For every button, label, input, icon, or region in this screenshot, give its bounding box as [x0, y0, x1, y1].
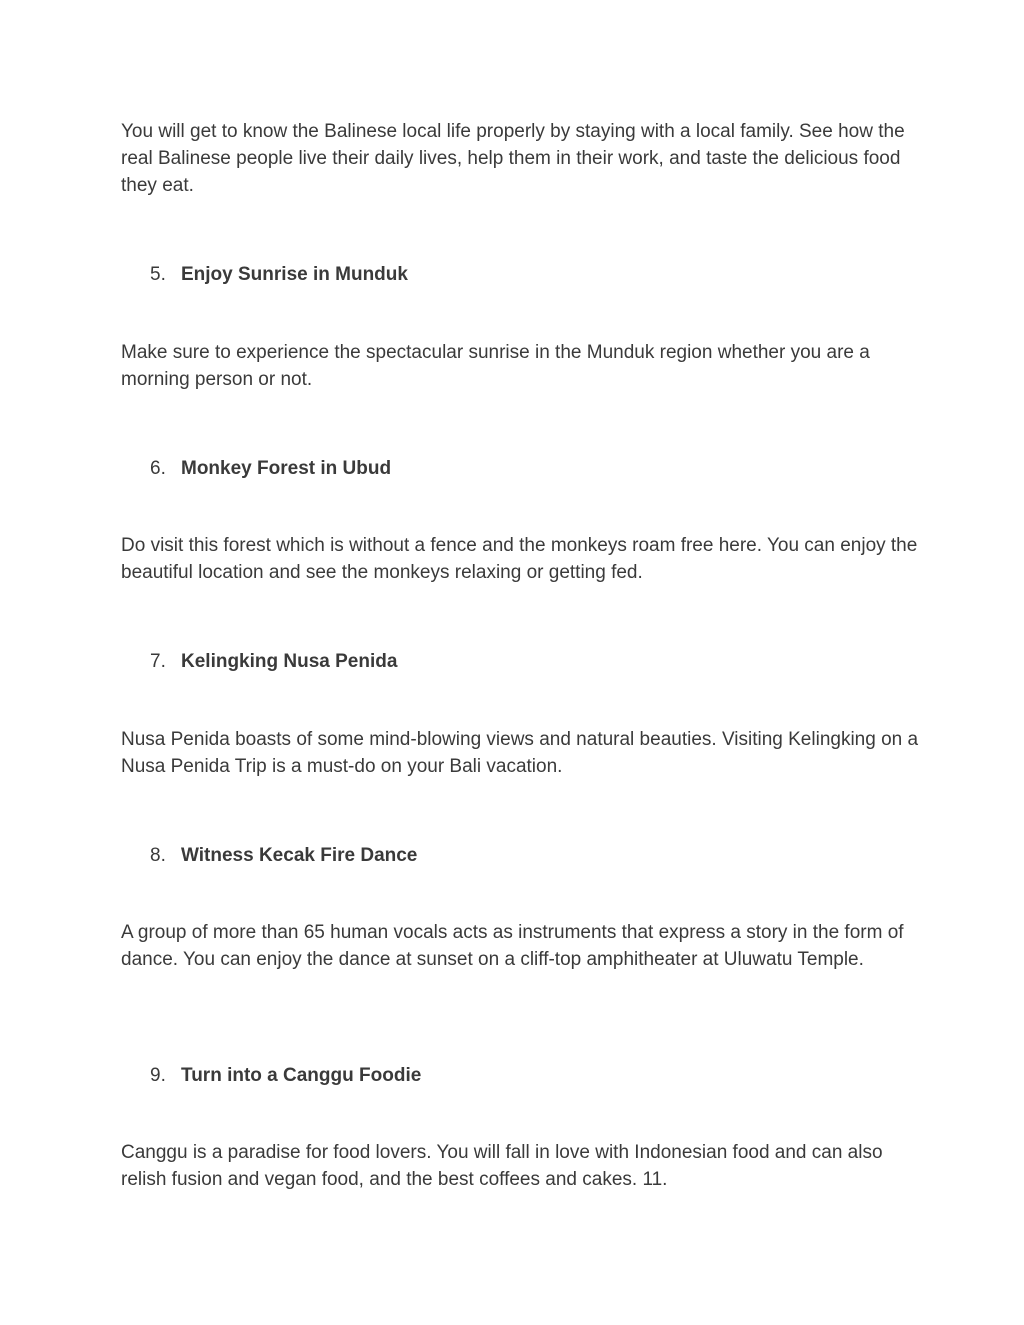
section-body-kecak: A group of more than 65 human vocals acts as instruments that express a story in the form of dance. You can enjoy the dance at sunset on a cliff-top amphitheater at Uluwatu Temple. [121, 922, 904, 970]
section-title: Kelingking Nusa Penida [181, 651, 398, 672]
section-title: Witness Kecak Fire Dance [181, 845, 418, 866]
section-heading-monkey-forest [150, 455, 391, 482]
section-number: 7. [150, 651, 166, 672]
section-heading-kelingking [150, 648, 397, 675]
section-body-monkey-forest: Do visit this forest which is without a fence and the monkeys roam free here. You can enjoy the beautiful location and see the monkeys relaxing or getting fed. [121, 535, 918, 583]
section-title: Enjoy Sunrise in Munduk [181, 264, 408, 285]
section-body-munduk: Make sure to experience the spectacular sunrise in the Munduk region whether you are a morning person or not. [121, 342, 870, 390]
section-number: 5. [150, 264, 166, 285]
section-number: 6. [150, 458, 166, 479]
section-body-canggu: Canggu is a paradise for food lovers. You will fall in love with Indonesian food and can also relish fusion and vegan food, and the best coffees and cakes. 11. [121, 1142, 883, 1190]
section-number: 9. [150, 1065, 166, 1086]
intro-paragraph: You will get to know the Balinese local life properly by staying with a local family. See how the real Balinese people live their daily lives, help them in their work, and taste the delicious food they eat. [121, 121, 905, 196]
section-title: Turn into a Canggu Foodie [181, 1065, 422, 1086]
section-heading-canggu [150, 1062, 421, 1089]
section-body-kelingking: Nusa Penida boasts of some mind-blowing views and natural beauties. Visiting Kelingking on a Nusa Penida Trip is a must-do on your Bali vacation. [121, 729, 919, 777]
section-number: 8. [150, 845, 166, 866]
section-title: Monkey Forest in Ubud [181, 458, 392, 479]
section-heading-munduk [150, 261, 408, 288]
section-heading-kecak [150, 842, 417, 869]
